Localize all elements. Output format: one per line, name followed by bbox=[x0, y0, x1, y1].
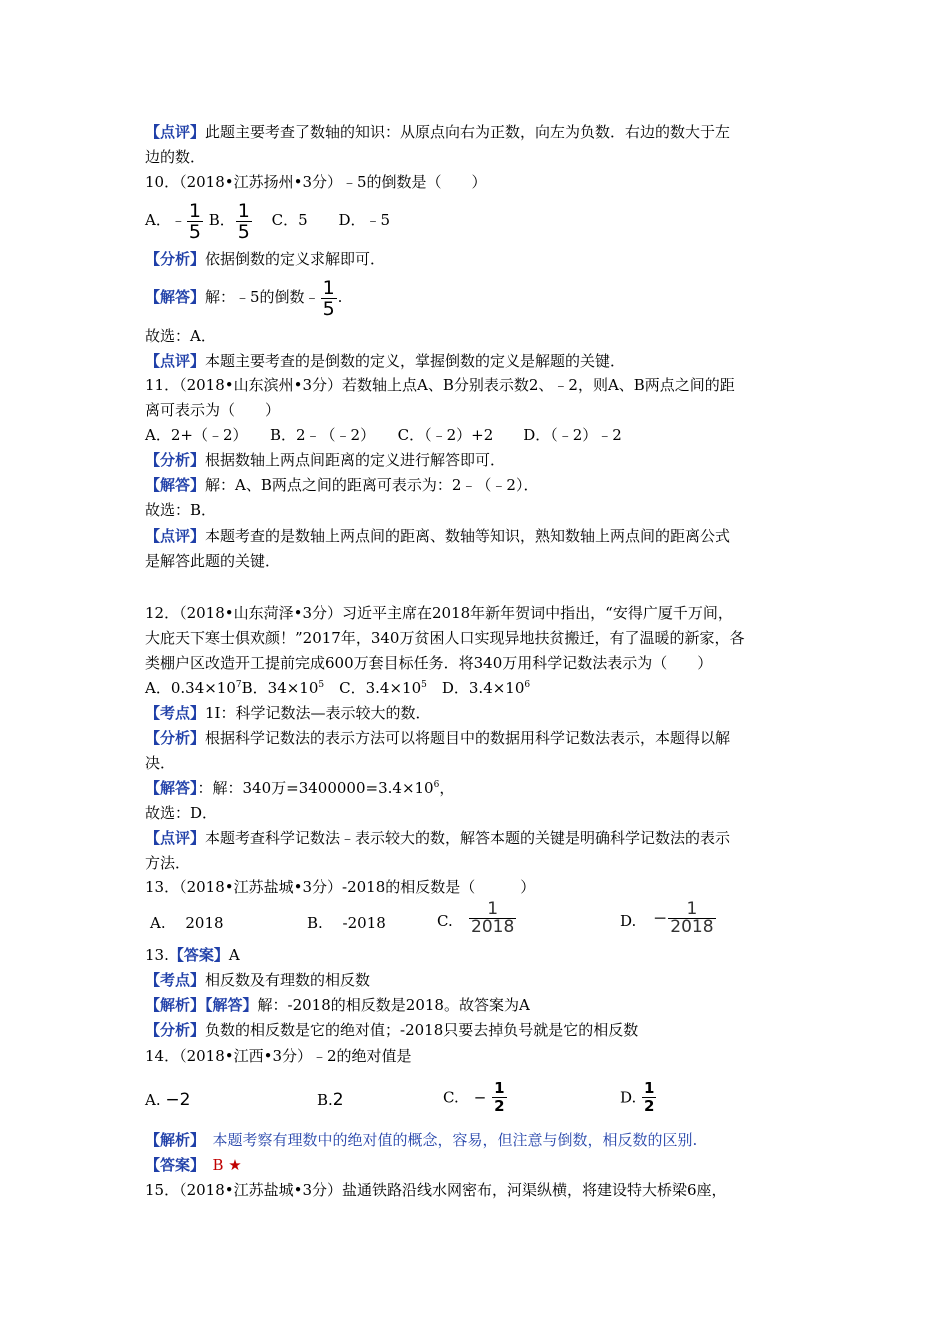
q11-analysis: 【分析】根据数轴上两点间距离的定义进行解答即可． bbox=[145, 451, 506, 469]
q12-stem-cont1: 大庇天下寒士俱欢颜！”2017年，340万贫困人口实现异地扶贫搬迁，有了温暖的新家，各 bbox=[145, 629, 745, 647]
q10-option-a-fraction: $\frac{1}{5}$ bbox=[188, 199, 201, 243]
q10-comment: 【点评】本题主要考查的是倒数的定义，掌握倒数的定义是解题的关键． bbox=[145, 352, 626, 370]
q14-answer: 【答案】 B ★ bbox=[145, 1156, 242, 1174]
comment-text: 此题主要考查了数轴的知识：从原点向右为正数，向左为负数．右边的数大于左 bbox=[205, 123, 731, 141]
q11-stem-cont: 离可表示为（ ） bbox=[145, 401, 281, 419]
q10-option-b-label: B． bbox=[208, 211, 235, 229]
q12-stem-cont2: 类棚户区改造开工提前完成600万套目标任务．将340万用科学记数法表示为（ ） bbox=[145, 654, 713, 672]
q10-option-d: D．﹣5 bbox=[338, 211, 391, 229]
q11-stem: 11．（2018•山东滨州•3分）若数轴上点A、B分别表示数2、﹣2，则A、B两点之间的距 bbox=[145, 376, 735, 394]
q10-option-b-fraction: $\frac{1}{5}$ bbox=[237, 199, 250, 243]
q10-options bbox=[145, 198, 390, 244]
q10-analysis: 【分析】依据倒数的定义求解即可． bbox=[145, 250, 386, 268]
q14-option-c: C. − $\frac{1}{2}$ bbox=[443, 1079, 505, 1115]
q13-option-b: B. -2018 bbox=[307, 914, 386, 932]
comment-line bbox=[145, 122, 730, 142]
q11-comment: 【点评】本题考查的是数轴上两点间的距离、数轴等知识，熟知数轴上两点间的距离公式 bbox=[145, 527, 731, 545]
q11-comment-cont: 是解答此题的关键． bbox=[145, 552, 281, 570]
q13-stem: 13．（2018•江苏盐城•3分）-2018的相反数是（ ） bbox=[145, 878, 536, 896]
q13-answer: 13.【答案】A bbox=[145, 946, 240, 964]
q15-stem: 15．（2018•江苏盐城•3分）盐通铁路沿线水网密布，河渠纵横，将建设特大桥梁6座， bbox=[145, 1181, 727, 1199]
q11-solution: 【解答】解：A、B两点之间的距离可表示为：2﹣（﹣2）． bbox=[145, 476, 539, 494]
q10-answer-choice: 故选：A． bbox=[145, 327, 216, 345]
comment-tag: 【点评】 bbox=[145, 123, 206, 141]
q13-option-a: A. 2018 bbox=[150, 914, 224, 932]
q10-solution-fraction: $\frac{1}{5}$ bbox=[322, 276, 335, 320]
q14-explanation: 【解析】 本题考察有理数中的绝对值的概念，容易，但注意与倒数，相反数的区别. bbox=[145, 1131, 698, 1149]
q10-solution: 【解答】解：﹣5的倒数﹣ $\frac{1}{5}$ . bbox=[145, 276, 343, 320]
q13-analysis: 【分析】负数的相反数是它的绝对值；-2018只要去掉负号就是它的相反数 bbox=[145, 1021, 639, 1039]
q14-option-b: B.2 bbox=[317, 1090, 344, 1110]
q13-explanation: 【解析】【解答】解：-2018的相反数是2018。故答案为A bbox=[145, 996, 530, 1014]
q13-knowledge-point: 【考点】相反数及有理数的相反数 bbox=[145, 971, 371, 989]
q13-option-c-label: C. bbox=[437, 912, 453, 930]
q12-solution: 【解答】：解：340万$=3400000=3.4\times 10^6$， bbox=[145, 779, 455, 797]
q12-analysis: 【分析】根据科学记数法的表示方法可以将题目中的数据用科学记数法表示，本题得以解 bbox=[145, 729, 731, 747]
comment-line-cont: 边的数． bbox=[145, 148, 206, 166]
q12-answer-choice: 故选：D． bbox=[145, 804, 218, 822]
q12-options: A．$0.34\times 10^7B$．$34\times 10^5$ C．$3.4\times 10^5$ D．$3.4\times 10^6$ bbox=[145, 679, 531, 697]
q13-option-c-fraction: $\frac{1}{2018}$ bbox=[471, 899, 515, 937]
q12-comment: 【点评】本题考查科学记数法﹣表示较大的数，解答本题的关键是明确科学记数法的表示 bbox=[145, 829, 731, 847]
q11-answer-choice: 故选：B． bbox=[145, 501, 217, 519]
q14-option-a: A. −2 bbox=[145, 1090, 191, 1110]
q14-option-d: D. $\frac{1}{2}$ bbox=[620, 1079, 655, 1115]
q10-option-c: C．5 bbox=[271, 211, 308, 229]
q14-stem: 14．（2018•江西•3分）﹣2的绝对值是 bbox=[145, 1047, 412, 1065]
q12-analysis-cont: 决． bbox=[145, 754, 176, 772]
q12-stem: 12．（2018•山东菏泽•3分）习近平主席在2018年新年贺词中指出，“安得广厦千万间， bbox=[145, 604, 733, 622]
q12-knowledge-point: 【考点】1I：科学记数法—表示较大的数． bbox=[145, 704, 431, 722]
q11-options: A．2+（﹣2） B．2﹣（﹣2） C．（﹣2）+2 D．（﹣2）﹣2 bbox=[145, 426, 622, 444]
q13-option-d-fraction: − $\frac{1}{2018}$ bbox=[653, 899, 714, 937]
q13-option-d-label: D. bbox=[620, 912, 637, 930]
q10-option-a-label: A．﹣ bbox=[145, 211, 186, 229]
q10-stem: 10．（2018•江苏扬州•3分）﹣5的倒数是（ ） bbox=[145, 173, 487, 191]
q12-comment-cont: 方法． bbox=[145, 854, 191, 872]
